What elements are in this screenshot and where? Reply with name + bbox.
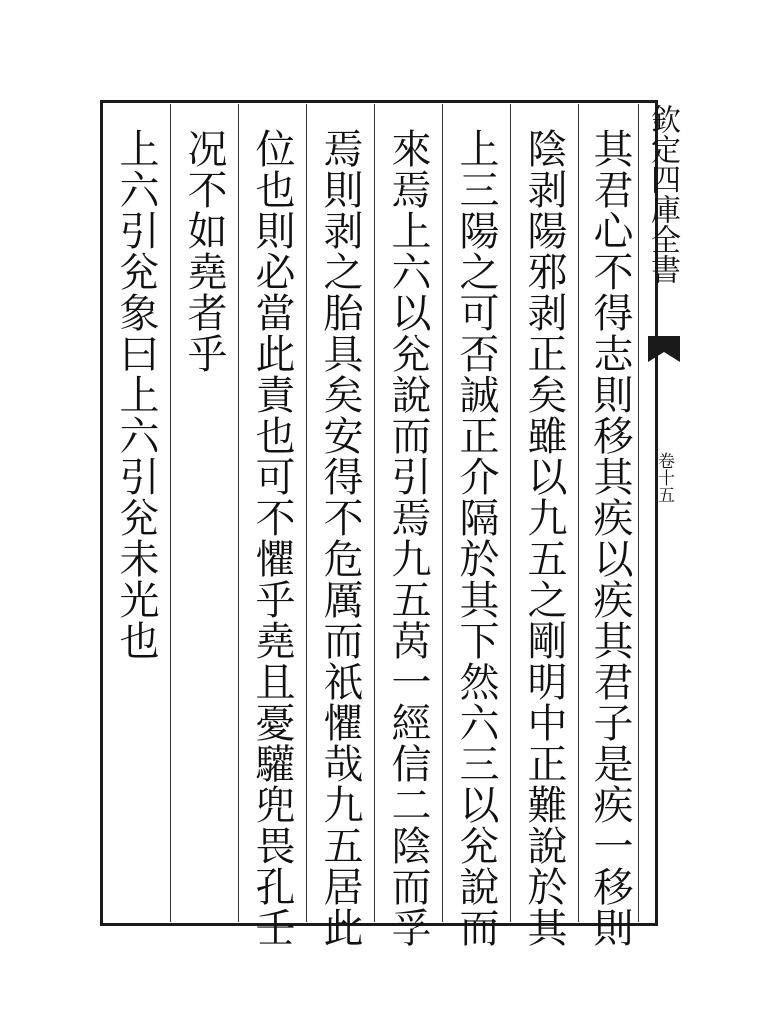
text-column-5: 焉則剥之胎具矣安得不危厲而祇懼哉九五居此	[317, 128, 363, 948]
chapter-number: 卷十五	[654, 452, 674, 503]
fish-tail-mark	[646, 334, 682, 366]
column-rule	[442, 104, 443, 922]
text-column-1: 其君心不得志則移其疾以疾其君子是疾一移則	[587, 128, 633, 948]
text-column-3: 上三陽之可否誠正介隔於其下然六三以兊說而	[453, 128, 499, 948]
book-title: 欽定四庫全書	[645, 104, 680, 284]
text-column-8: 上六引兊象曰上六引兊未光也	[113, 128, 159, 661]
column-rule	[170, 104, 171, 922]
text-column-2: 陰剥陽邪剥正矣雖以九五之剛明中正難說於其	[521, 128, 567, 948]
column-rule	[306, 104, 307, 922]
text-column-6: 位也則必當此責也可不懼乎堯且憂驩兜畏孔壬	[249, 128, 295, 948]
column-rule	[374, 104, 375, 922]
margin-rule	[638, 104, 639, 922]
text-column-7: 况不如堯者乎	[181, 128, 227, 374]
column-rule	[238, 104, 239, 922]
text-column-4: 來焉上六以兊說而引焉九五莴一經信二陰而孚	[385, 128, 431, 948]
column-rule	[510, 104, 511, 922]
column-rule	[578, 104, 579, 922]
